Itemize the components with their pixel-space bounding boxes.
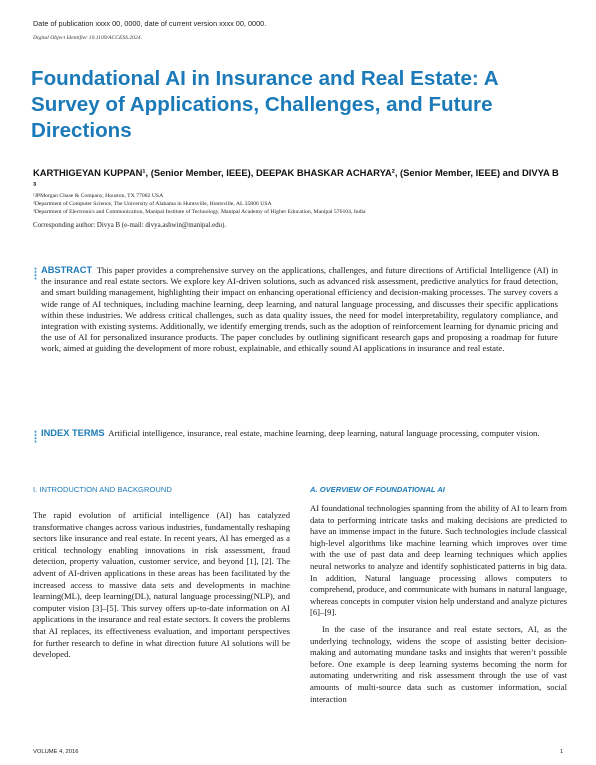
affiliation-3: ³Department of Electronics and Communication, Manipal Institute of Technology, Manipal Academy of Higher Education, Manipal 576104, India: [33, 209, 366, 215]
abstract-paragraph: [34, 265, 558, 355]
paper-title: Foundational AI in Insurance and Real Estate: A Survey of Applications, Challenges, and Future Directions: [31, 67, 498, 142]
introduction-paragraph: The rapid evolution of artificial intelligence (AI) has catalyzed transformative changes across various industries, fundamentally reshaping sectors like insurance and real estate. In recent years, AI has emerged as a critical technology enabling innovations in risk assessment, fraud detection, property valuation, customer service, and beyond [1], [2]. The advent of AI-driven applications in these areas has been facilitated by the increased access to massive data sets and developments in machine learning(ML), deep learning(DL), natural language processing(NLP), and computer vision [3]–[5]. This survey offers up-to-date information on AI applications in the insurance and real estate sectors. It covers the problems that AI replaces, its effectiveness evaluation, and important perspectives for further research to define in what direction future AI solutions will be developed.: [33, 510, 290, 660]
section-heading-introduction: I. INTRODUCTION AND BACKGROUND: [33, 485, 172, 494]
abstract-dots-marker: [34, 267, 37, 280]
overview-paragraph-1: AI foundational technologies spanning from the ability of AI to learn from data to performing intricate tasks and making decisions are predicted to have an immense impact in the future. Such technologies include classical high-level algorithms like machine learning which improves over time with the use of past data and deep learning techniques which applies neural networks to analyze and identify sophisticated patterns in big data. In addition, Natural language processing allows computers to comprehend, produce, and communicate with humans in natural language, whereas concepts in computer vision help understand and analyze pictures [6]–[9].: [310, 503, 567, 618]
affiliation-1: ¹JPMorgan Chase & Company, Houston, TX 77082 USA: [33, 193, 164, 199]
corresponding-author: Corresponding author: Divya B (e-mail: divya.ashwin@manipal.edu).: [33, 222, 227, 229]
index-terms-block: [34, 428, 558, 439]
index-terms-paragraph: [34, 428, 558, 439]
index-terms-text: Artificial intelligence, insurance, real estate, machine learning, deep learning, natural language processing, computer vision.: [108, 428, 540, 438]
affiliation-2: ²Department of Computer Science, The University of Alabama in Huntsville, Huntsville, AL 35806 USA: [33, 201, 272, 207]
doi-line: Digital Object Identifier 10.1109/ACCESS.2024.: [33, 35, 142, 41]
index-terms-dots-marker: [34, 430, 37, 443]
abstract-label: ABSTRACT: [41, 265, 93, 275]
index-terms-label: INDEX TERMS: [41, 428, 105, 438]
footer-volume: VOLUME 4, 2016: [33, 749, 79, 755]
left-column: [33, 510, 290, 661]
subsection-heading-overview: A. OVERVIEW OF FOUNDATIONAL AI: [310, 485, 445, 494]
abstract-block: [34, 265, 558, 355]
right-column: [310, 503, 567, 705]
publication-date-line: Date of publication xxxx 00, 0000, date of current version xxxx 00, 0000.: [33, 19, 267, 28]
abstract-text: This paper provides a comprehensive survey on the applications, challenges, and future directions of Artificial Intelligence (AI) in the insurance and real estate sectors. We explore key AI-driven solutions, such as advanced risk assessment, predictive analytics for fraud detection, and smart building management, highlighting their impact on enhancing operational efficiency and decision-making processes. The survey covers a wide range of AI techniques, including machine learning, deep learning, and natural language processing, and discusses their specific applications within these industries. We address critical challenges, such as data quality issues, the need for model interpretability, regulatory compliance, and integration with existing systems. Additionally, we identify emerging trends, such as the adoption of reinforcement learning for dynamic pricing and the use of AI for personalized insurance products. The paper concludes by outlining significant research gaps and proposing a roadmap for future work, aimed at guiding the development of more robust, explainable, and ethically sound AI applications in insurance and real estate.: [41, 265, 558, 354]
footer-page-number: 1: [560, 749, 564, 755]
author-list: KARTHIGEYAN KUPPAN¹, (Senior Member, IEEE), DEEPAK BHASKAR ACHARYA², (Senior Member, IEEE) and DIVYA B ³: [33, 167, 559, 191]
overview-paragraph-2: In the case of the insurance and real estate sectors, AI, as the underlying technology, widens the scope of assisting better decision-making and automating mundane tasks and insights that weren’t possible before. One example is deep learning systems becoming the norm for automating underwriting and risk assessment through the use of vast amounts of multi-source data such as customer information, social interaction: [310, 623, 567, 704]
